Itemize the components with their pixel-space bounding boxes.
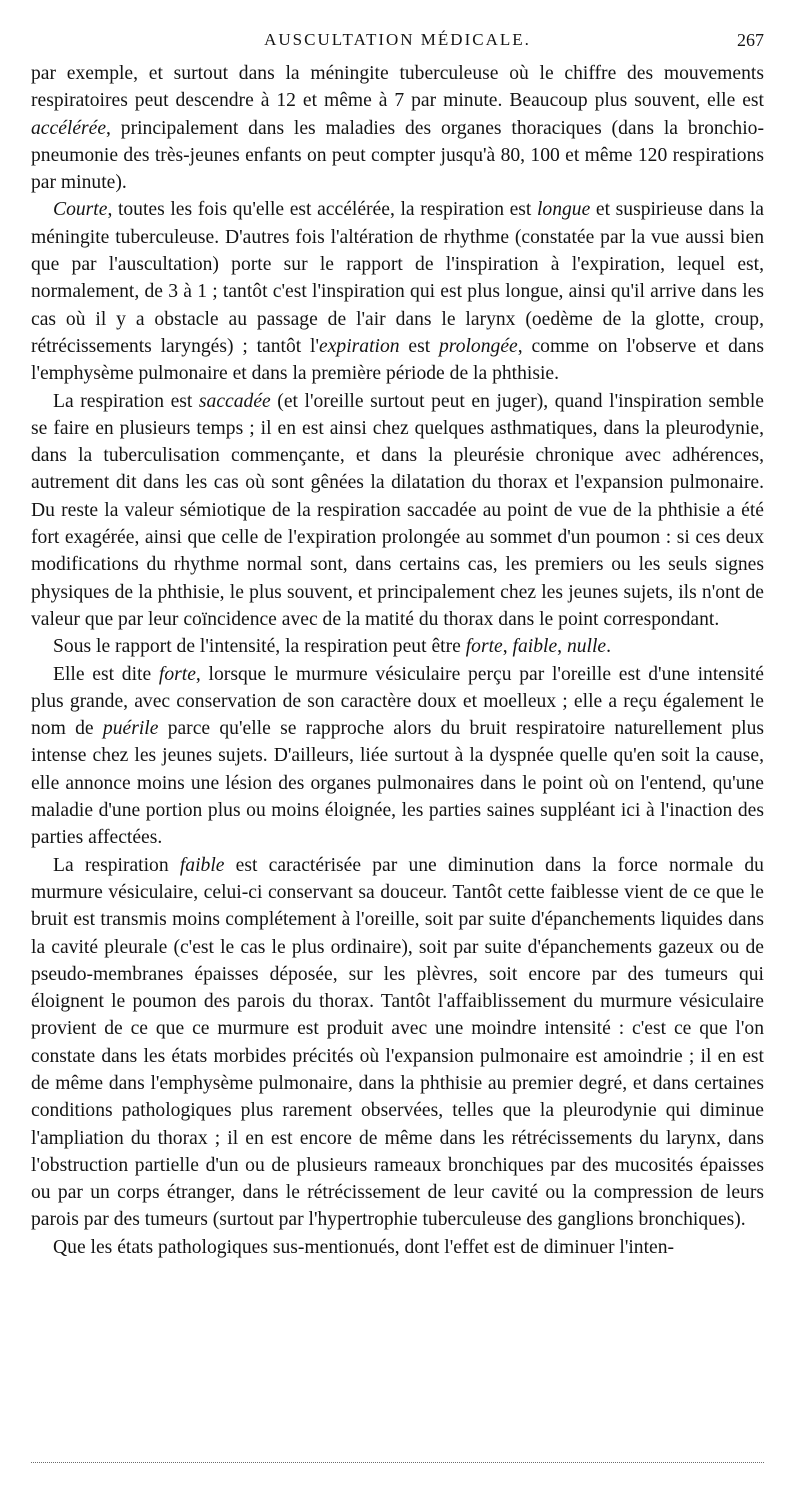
paragraph xyxy=(31,1234,764,1261)
running-title: AUSCULTATION MÉDICALE. xyxy=(264,30,531,49)
paragraph xyxy=(31,661,764,852)
text-run: , xyxy=(502,636,513,658)
text-run: parce qu'elle se rapproche alors du bruit respiratoire naturellement plus intense chez les jeunes sujets. D'ailleurs, liée surtout à la dyspnée quelle qu'en soit la cause, elle annonce moins une lésion des organes pulmonaires dans le point où on l'entend, qu'une maladie d'une portion plus ou moins éloignée, les parties saines suppléant ici à l'inaction des parties affectées. xyxy=(31,718,765,849)
italic-term: nulle xyxy=(566,636,607,658)
text-run: et suspirieuse dans la méningite tuberculeuse. D'autres fois l'altération de rhythme (constatée par la vue aussi bien que par l'auscultation) porte sur le rapport de l'inspiration à l'expiration, lequel est, normalement, de 3 à 1 ; tantôt c'est l'inspiration qui est plus longue, ainsi qu'il arrive dans les cas où il y a obstacle au passage de l'air dans le larynx (oedème de la glotte, croup, rétrécissements laryngés) ; tantôt l' xyxy=(31,199,764,357)
text-run: , comme on l'observe et dans l'emphysème pulmonaire et dans la première période de la phthisie. xyxy=(31,335,764,385)
italic-term: faible xyxy=(512,636,558,658)
body-text xyxy=(31,60,764,1261)
text-run: , toutes les fois qu'elle est accélérée, la respiration est xyxy=(107,199,537,221)
text-run: La respiration xyxy=(53,854,180,876)
text-run: , xyxy=(557,636,567,658)
text-run: (et l'oreille surtout peut en juger), quand l'inspiration semble se faire en plusieurs temps ; il en est ainsi chez quelques asthmatiques, dans la pleurodynie, dans la tuberculisation commençante, et dans la pleurésie chronique avec adhérences, autrement dit dans les cas où sont gênées la dilatation du thorax et l'expansion pulmonaire. Du reste la valeur sémiotique de la respiration saccadée au point de vue de la phthisie a été fort exagérée, ainsi que celle de l'expiration prolongée au sommet d'un poumon : si ces deux modifications du rhythme normal sont, dans certains cas, les premiers ou les seuls signes physiques de la phthisie, le plus souvent, et principalement chez les jeunes sujets, ils n'ont de valeur que par leur coïncidence avec de la matité du thorax dans le point correspondant. xyxy=(31,390,764,630)
footer-dotted-rule xyxy=(31,1462,764,1463)
text-run: , lorsque le murmure vésiculaire perçu par l'oreille est d'une intensité plus grande, avec conservation de son caractère doux et moelleux ; elle a reçu également le nom de xyxy=(31,663,764,740)
text-run: Sous le rapport de l'intensité, la respiration peut être xyxy=(53,636,466,658)
text-run: est caractérisée par une diminution dans la force normale du murmure vésiculaire, celui-ci conservant sa douceur. Tantôt cette faiblesse vient de ce que le bruit est transmis moins complétement à l'oreille, soit par suite d'épanchements liquides dans la cavité pleurale (c'est le cas le plus ordinaire), soit par suite d'épanchements gazeux ou de pseudo-membranes épaisses déposée, sur les plèvres, soit encore par des tumeurs qui éloignent le poumon des parois du thorax. Tantôt l'affaiblissement du murmure vésiculaire provient de ce que ce murmure est produit avec une moindre intensité : c'est ce que l'on constate dans les états morbides précités où l'expansion pulmonaire est amoindrie ; il en est de même dans l'emphysème pulmonaire, dans la phthisie au premier degré, et dans certaines conditions pathologiques plus rarement observées, telles que la pleurodynie qui diminue l'ampliation du thorax ; il en est encore de même dans les rétrécissements du larynx, dans l'obstruction partielle d'un ou de plusieurs rameaux bronchiques par des mucosités épaisses ou par un corps étranger, dans le rétrécissement de leur cavité ou la compression de leurs parois par des tumeurs (surtout par l'hypertrophie tuberculeuse des ganglions bronchiques). xyxy=(31,854,764,1231)
paragraph xyxy=(31,633,764,660)
text-run: Que les états pathologiques sus-mentionués, dont l'effet est de diminuer l'inten- xyxy=(53,1236,675,1258)
book-page xyxy=(31,26,764,1261)
italic-term: expiration xyxy=(319,335,400,357)
paragraph xyxy=(31,388,764,634)
italic-term: saccadée xyxy=(198,390,271,412)
text-run: , principalement dans les maladies des organes thoraciques (dans la bronchio-pneumonie des très-jeunes enfants on peut compter jusqu'à 80, 100 et même 120 respirations par minute). xyxy=(31,117,764,194)
italic-term: puérile xyxy=(102,718,159,740)
italic-term: accélérée xyxy=(31,117,107,139)
italic-term: forte xyxy=(465,636,503,658)
paragraph xyxy=(31,60,764,196)
running-head xyxy=(31,26,764,56)
paragraph xyxy=(31,852,764,1234)
italic-term: forte xyxy=(158,663,196,685)
text-run: est xyxy=(399,335,439,357)
text-run: par exemple, et surtout dans la méningite tuberculeuse où le chiffre des mouvements respiratoires peut descendre à 12 et même à 7 par minute. Beaucoup plus souvent, elle est xyxy=(31,63,764,112)
italic-term: prolongée xyxy=(439,335,518,357)
italic-term: longue xyxy=(536,199,591,221)
page-number: 267 xyxy=(737,30,764,50)
text-run: . xyxy=(606,636,612,658)
italic-term: faible xyxy=(179,854,225,876)
text-run: La respiration est xyxy=(53,390,199,412)
italic-term: Courte xyxy=(53,199,108,221)
text-run: Elle est dite xyxy=(53,663,159,685)
paragraph xyxy=(31,196,764,387)
